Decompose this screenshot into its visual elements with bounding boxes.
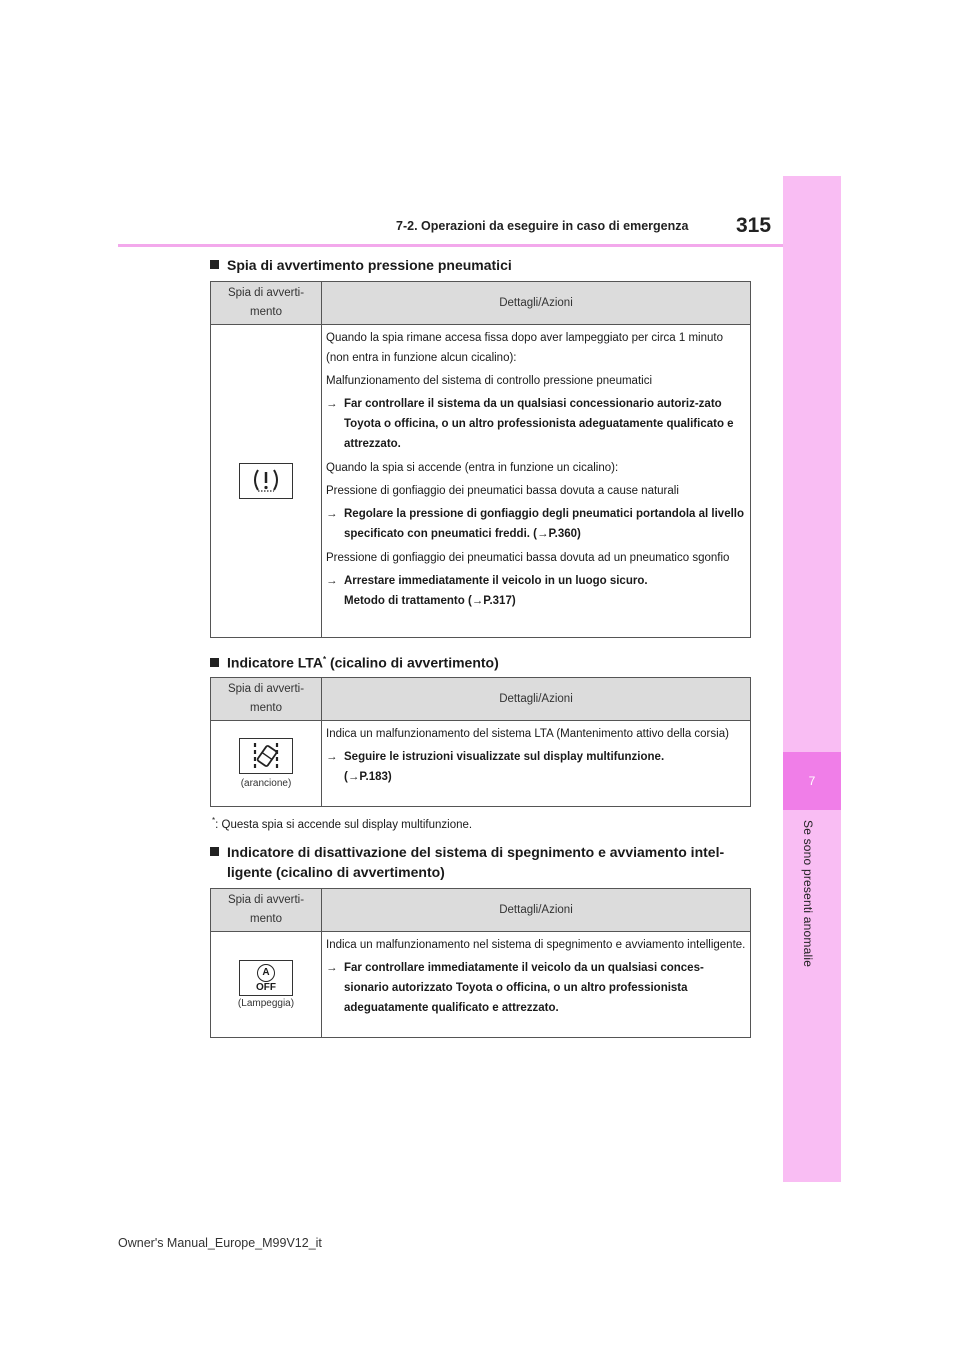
action-text: Metodo di trattamento (→P.317) xyxy=(344,595,516,607)
light-cell xyxy=(211,721,322,807)
section-title-suffix: (cicalino di avvertimento) xyxy=(326,654,499,671)
section-title-stop-start xyxy=(210,842,724,882)
col-header-light-text: Spia di avverti- mento xyxy=(227,894,305,925)
arrow-icon: → xyxy=(326,575,338,587)
footnote-mark: * xyxy=(322,655,327,664)
light-cell xyxy=(211,325,322,638)
action-item xyxy=(326,958,746,1018)
col-header-light xyxy=(211,282,322,325)
section-title-tpws xyxy=(210,255,512,275)
arrow-icon: → xyxy=(326,962,338,974)
page-number: 315 xyxy=(736,214,772,237)
header-rule xyxy=(118,244,783,247)
footnote-text: : Questa spia si accende sul display multifunzione. xyxy=(215,818,473,831)
square-bullet-icon xyxy=(210,658,219,667)
icon-caption: (arancione) xyxy=(240,778,292,789)
section-title-text: Spia di avvertimento pressione pneumatici xyxy=(227,257,512,273)
action-text: Regolare la pressione di gonfiaggio degli pneumatici portandola al livello specificato con pneumatici freddi. (→P.360) xyxy=(344,508,745,540)
arrow-icon: → xyxy=(326,508,338,520)
action-text: Far controllare immediatamente il veicolo da un qualsiasi conces-sionario autorizzato Toyota o officina, o un altro professionista adeguatamente qualificato e attrezzato. xyxy=(344,962,704,1014)
footnote-mark: * xyxy=(212,816,216,825)
detail-text: Pressione di gonfiaggio dei pneumatici bassa dovuta ad un pneumatico sgonfio xyxy=(326,552,730,564)
detail-text: Indica un malfunzionamento nel sistema di spegnimento e avviamento intelligente. xyxy=(326,939,746,951)
chapter-number: 7 xyxy=(808,774,816,788)
section-title-text: ligente (cicalino di avvertimento) xyxy=(227,864,445,880)
details-cell xyxy=(322,325,751,638)
action-item xyxy=(326,571,746,611)
square-bullet-icon xyxy=(210,847,219,856)
section-title-lta xyxy=(210,650,499,673)
warning-table-lta xyxy=(210,677,751,807)
detail-text: Pressione di gonfiaggio dei pneumatici bassa dovuta a cause naturali xyxy=(326,485,679,497)
action-item xyxy=(326,504,746,544)
action-text: Far controllare il sistema da un qualsiasi concessionario autoriz-zato Toyota o officina, o un altro professionista adeguatamente qualificato e attrezzato. xyxy=(344,398,734,450)
col-header-light-text: Spia di avverti- mento xyxy=(227,287,305,318)
col-header-light xyxy=(211,889,322,932)
light-cell xyxy=(211,932,322,1038)
action-text: (→P.183) xyxy=(344,771,392,783)
tire-pressure-warning-icon xyxy=(239,463,293,499)
action-text: Seguire le istruzioni visualizzate sul display multifunzione. xyxy=(344,751,665,763)
auto-letter: A xyxy=(257,964,275,982)
detail-text: Indica un malfunzionamento del sistema LTA (Mantenimento attivo della corsia) xyxy=(326,728,729,740)
arrow-icon: → xyxy=(326,751,338,763)
section-header: 7-2. Operazioni da eseguire in caso di emergenza xyxy=(396,219,689,233)
lane-tracing-assist-icon xyxy=(239,738,293,774)
warning-table-stop-start xyxy=(210,888,751,1038)
action-item xyxy=(326,394,746,454)
section-title-text: Indicatore di disattivazione del sistema di spegnimento e avviamento intel- xyxy=(227,844,725,860)
chapter-number-tab[interactable] xyxy=(783,752,841,810)
icon-caption: (Lampeggia) xyxy=(237,998,295,1009)
details-cell xyxy=(322,932,751,1038)
detail-text: Malfunzionamento del sistema di controllo pressione pneumatici xyxy=(326,375,653,387)
warning-table-tpws xyxy=(210,281,751,638)
arrow-icon: → xyxy=(326,398,338,410)
detail-text: Quando la spia si accende (entra in funzione un cicalino): xyxy=(326,462,619,474)
stop-start-off-icon xyxy=(239,960,293,996)
chapter-sidebar xyxy=(783,176,841,1182)
details-cell xyxy=(322,721,751,807)
col-header-light xyxy=(211,678,322,721)
action-text: Arrestare immediatamente il veicolo in un luogo sicuro. xyxy=(344,575,648,587)
col-header-light-text: Spia di avverti- mento xyxy=(227,683,305,714)
footer-text: Owner's Manual_Europe_M99V12_it xyxy=(118,1236,322,1250)
col-header-details: Dettagli/Azioni xyxy=(322,282,751,325)
detail-text: Quando la spia rimane accesa fissa dopo aver lampeggiato per circa 1 minuto (non entra in funzione alcun cicalino): xyxy=(326,332,723,364)
col-header-details: Dettagli/Azioni xyxy=(322,678,751,721)
square-bullet-icon xyxy=(210,260,219,269)
chapter-title: Se sono presenti anomalie xyxy=(801,820,815,968)
col-header-details: Dettagli/Azioni xyxy=(322,889,751,932)
footnote xyxy=(212,816,472,831)
section-title-text: Indicatore LTA xyxy=(227,654,323,671)
off-label: OFF xyxy=(256,981,276,993)
action-item xyxy=(326,747,746,787)
